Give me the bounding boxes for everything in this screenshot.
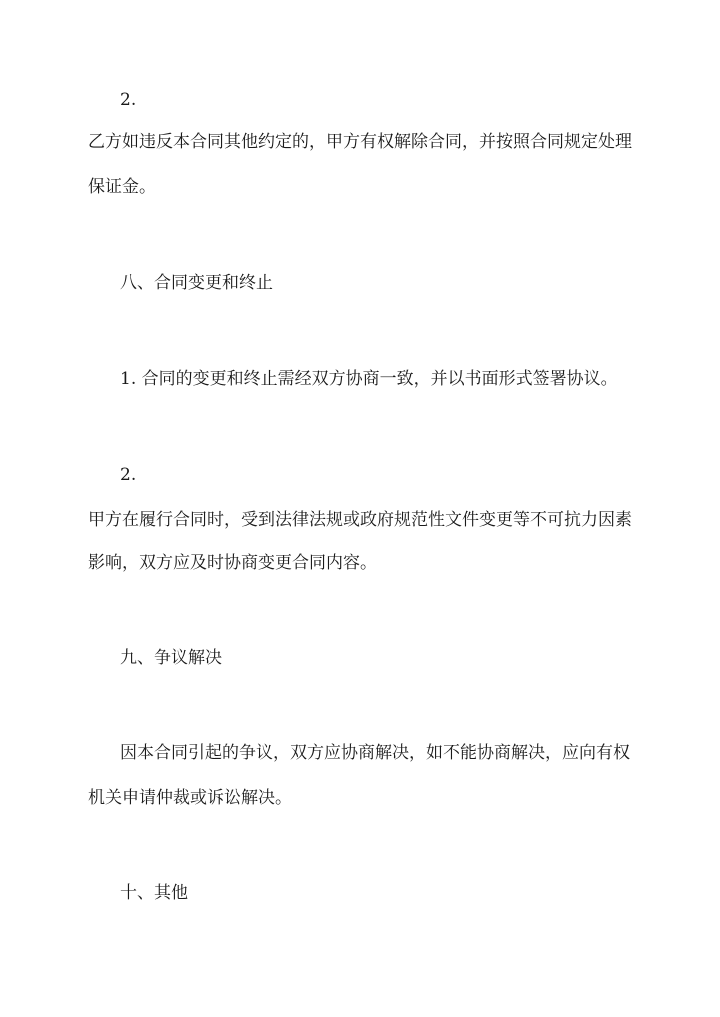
section-heading: 八、合同变更和终止 (120, 273, 273, 293)
paragraph-line: 保证金。 (88, 177, 156, 197)
list-item-number: 2. (120, 465, 137, 485)
paragraph-line: 甲方在履行合同时，受到法律法规或政府规范性文件变更等不可抗力因素 (88, 510, 632, 530)
section-heading: 九、争议解决 (120, 648, 222, 668)
paragraph-line: 因本合同引起的争议，双方应协商解决，如不能协商解决，应向有权 (120, 743, 630, 763)
paragraph-line: 乙方如违反本合同其他约定的，甲方有权解除合同，并按照合同规定处理 (88, 132, 632, 152)
paragraph-line: 1. 合同的变更和终止需经双方协商一致，并以书面形式签署协议。 (120, 369, 618, 389)
paragraph-line: 机关申请仲裁或诉讼解决。 (88, 788, 292, 808)
list-item-number: 2. (120, 90, 137, 110)
section-heading: 十、其他 (120, 883, 188, 903)
paragraph-line: 影响，双方应及时协商变更合同内容。 (88, 553, 377, 573)
